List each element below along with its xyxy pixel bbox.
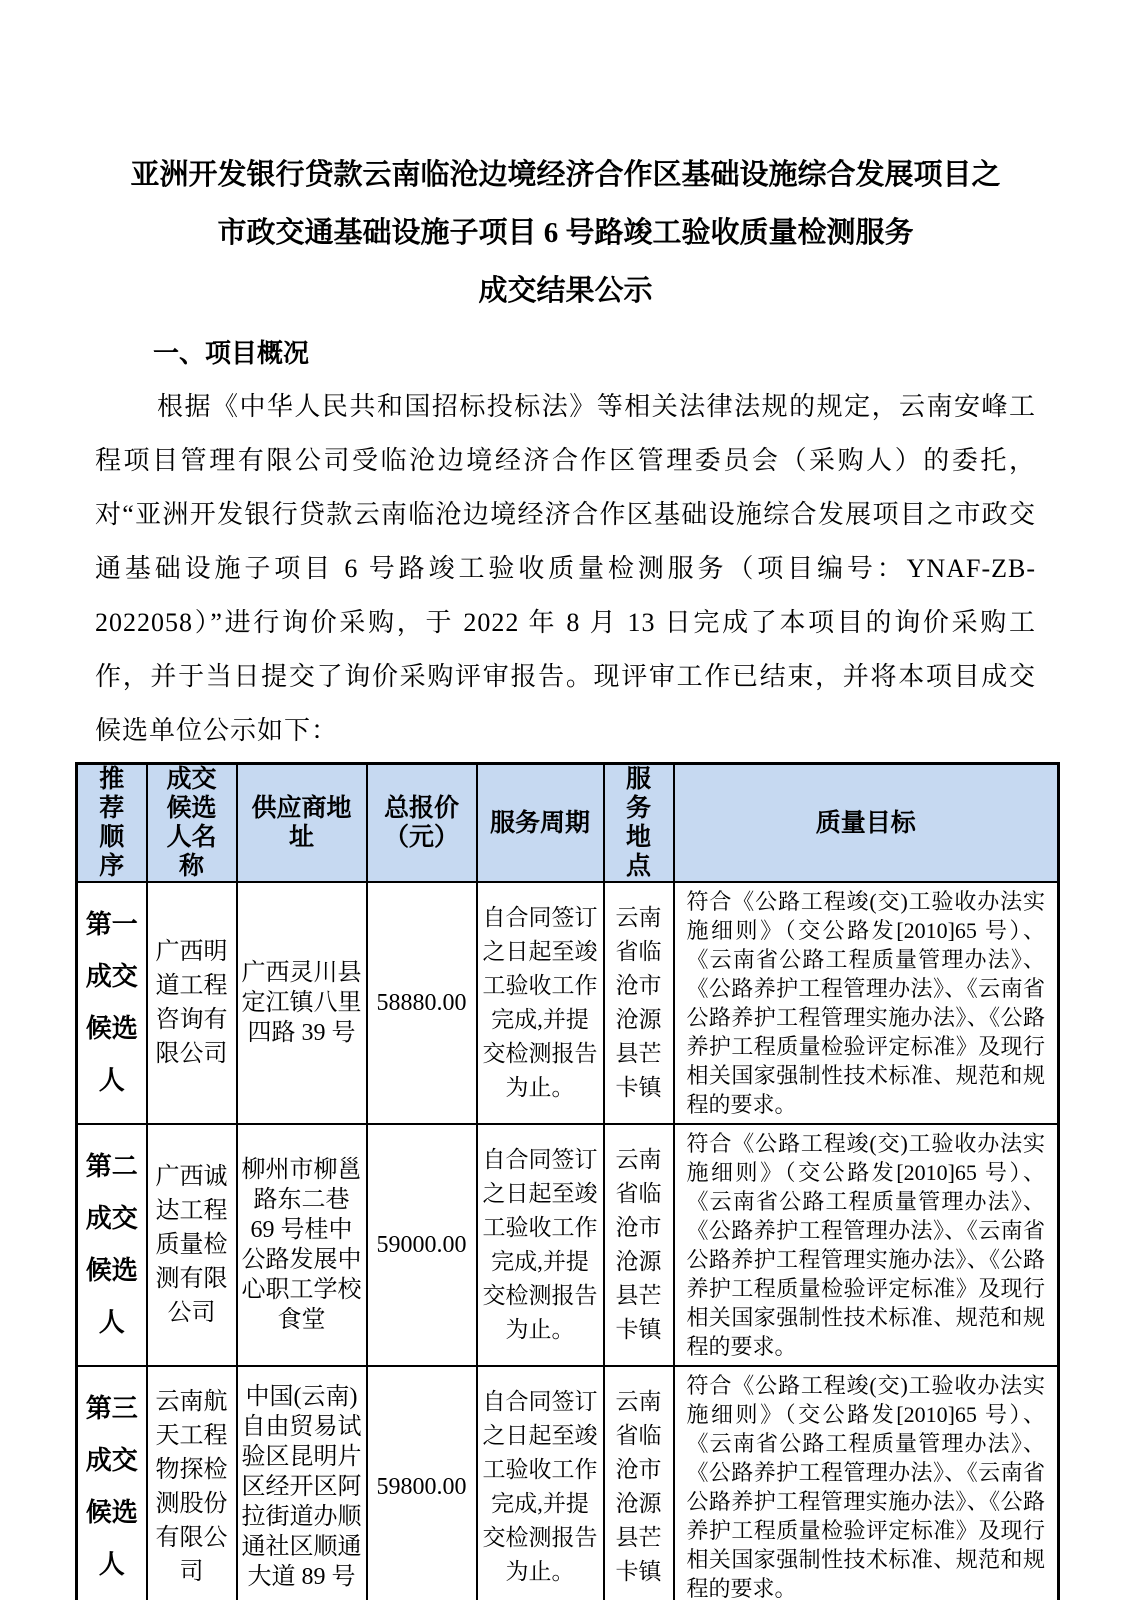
cell-total-price: 59000.00 (367, 1124, 477, 1366)
cell-candidate-name: 广西明道工程咨询有限公司 (147, 882, 237, 1124)
table-row-first-candidate (77, 882, 1059, 1124)
cell-service-location: 云南省临沧市沧源县芒卡镇 (604, 1124, 674, 1366)
cell-service-period: 自合同签订之日起至竣工验收工作完成,并提交检测报告为止。 (477, 1124, 604, 1366)
cell-quality-target: 符合《公路工程竣(交)工验收办法实施细则》（交公路发[2010]65 号）、《云南省公路工程质量管理办法》、《公路养护工程管理办法》、《云南省公路养护工程管理实施办法》、《公路养护工程质量检验评定标准》及现行相关国家强制性技术标准、规范和规程的要求。 (674, 1366, 1059, 1600)
cell-service-period: 自合同签订之日起至竣工验收工作完成,并提交检测报告为止。 (477, 882, 604, 1124)
col-header-quality-target: 质量目标 (674, 764, 1059, 883)
cell-service-location: 云南省临沧市沧源县芒卡镇 (604, 882, 674, 1124)
cell-quality-target: 符合《公路工程竣(交)工验收办法实施细则》（交公路发[2010]65 号）、《云南省公路工程质量管理办法》、《公路养护工程管理办法》、《云南省公路养护工程管理实施办法》、《公路养护工程质量检验评定标准》及现行相关国家强制性技术标准、规范和规程的要求。 (674, 882, 1059, 1124)
intro-paragraph: 根据《中华人民共和国招标投标法》等相关法律法规的规定，云南安峰工程项目管理有限公司受临沧边境经济合作区管理委员会（采购人）的委托，对“亚洲开发银行贷款云南临沧边境经济合作区基础设施综合发展项目之市政交通基础设施子项目 6 号路竣工验收质量检测服务（项目编号：YNAF-ZB-2022058）”进行询价采购，于 2022 年 8 月 13 日完成了本项目的询价采购工作，并于当日提交了询价采购评审报告。现评审工作已结束，并将本项目成交候选单位公示如下： (95, 392, 1036, 745)
cell-candidate-name: 广西诚达工程质量检测有限公司 (147, 1124, 237, 1366)
cell-candidate-name: 云南航天工程物探检测股份有限公司 (147, 1366, 237, 1600)
cell-service-location: 云南省临沧市沧源县芒卡镇 (604, 1366, 674, 1600)
cell-total-price: 59800.00 (367, 1366, 477, 1600)
table-row-third-candidate (77, 1366, 1059, 1600)
col-header-supplier-address: 供应商地址 (237, 764, 367, 883)
title-line-3: 成交结果公示 (478, 275, 653, 307)
col-header-service-location: 服务地点 (604, 764, 674, 883)
cell-quality-target: 符合《公路工程竣(交)工验收办法实施细则》（交公路发[2010]65 号）、《云南省公路工程质量管理办法》、《公路养护工程管理办法》、《云南省公路养护工程管理实施办法》、《公路养护工程质量检验评定标准》及现行相关国家强制性技术标准、规范和规程的要求。 (674, 1124, 1059, 1366)
cell-total-price: 58880.00 (367, 882, 477, 1124)
table-row-second-candidate (77, 1124, 1059, 1366)
document-title (0, 0, 1131, 320)
cell-supplier-address: 柳州市柳邕路东二巷 69 号桂中公路发展中心职工学校食堂 (237, 1124, 367, 1366)
col-header-total-price: 总报价（元） (367, 764, 477, 883)
title-line-2: 市政交通基础设施子项目 6 号路竣工验收质量检测服务 (217, 217, 914, 249)
col-header-candidate-name: 成交候选人名称 (147, 764, 237, 883)
table-header-row (77, 764, 1059, 883)
col-header-service-period: 服务周期 (477, 764, 604, 883)
col-header-recommend-order: 推荐顺序 (77, 764, 147, 883)
results-table (75, 762, 1060, 1600)
cell-service-period: 自合同签订之日起至竣工验收工作完成,并提交检测报告为止。 (477, 1366, 604, 1600)
cell-supplier-address: 中国(云南)自由贸易试验区昆明片区经开区阿拉街道办顺通社区顺通大道 89 号 (237, 1366, 367, 1600)
title-line-1: 亚洲开发银行贷款云南临沧边境经济合作区基础设施综合发展项目之 (130, 159, 1001, 191)
cell-rank: 第一成交候选人 (77, 882, 147, 1124)
cell-rank: 第二成交候选人 (77, 1124, 147, 1366)
cell-supplier-address: 广西灵川县定江镇八里四路 39 号 (237, 882, 367, 1124)
section-heading-project-overview: 一、项目概况 (153, 339, 310, 368)
cell-rank: 第三成交候选人 (77, 1366, 147, 1600)
